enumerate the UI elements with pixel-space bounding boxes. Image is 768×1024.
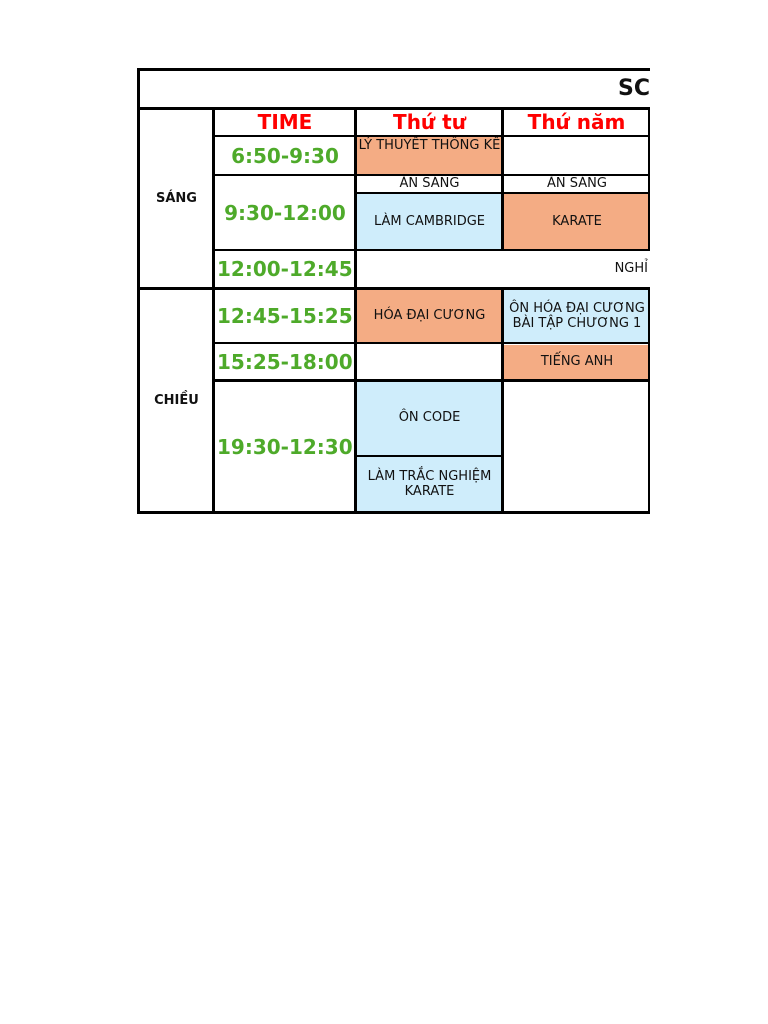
cell-statistics-theory-text: LÝ THUYẾT THỐNG KÊ	[358, 138, 501, 153]
header-day-wednesday: Thứ tư	[393, 110, 466, 134]
grid-line-time-col	[354, 107, 357, 514]
cell-code-review: ÔN CODE	[357, 382, 502, 455]
cell-cambridge: LÀM CAMBRIDGE	[357, 194, 502, 250]
grid-line-thu-col-lower	[648, 287, 650, 514]
grid-line-under-header	[213, 135, 650, 137]
cell-karate: KARATE	[504, 194, 650, 250]
time-slot-1: 6:50-9:30	[231, 143, 339, 168]
grid-line-row4	[213, 342, 650, 344]
grid-line-row6-split	[355, 455, 503, 457]
cell-quiz-karate	[357, 457, 502, 512]
time-slot-6: 19:30-12:30	[217, 434, 353, 459]
time-slot-2: 9:30-12:00	[224, 200, 346, 225]
session-afternoon: CHIỀU	[154, 392, 199, 408]
cell-english: TIẾNG ANH	[504, 345, 650, 380]
grid-line-thu-col-upper	[648, 107, 650, 251]
cell-quiz-karate-line1: LÀM TRẮC NGHIỆM	[367, 468, 492, 484]
cell-thursday-slot-6	[504, 382, 650, 512]
time-slot-4: 12:45-15:25	[217, 303, 353, 328]
time-slot-5: 15:25-18:00	[217, 349, 353, 374]
grid-line-wed-col-upper	[501, 107, 504, 251]
grid-line-row1	[213, 174, 650, 176]
grid-line-session-col	[212, 107, 215, 514]
grid-line-row2	[213, 249, 650, 251]
cell-thursday-slot-1	[504, 137, 650, 175]
header-time: TIME	[257, 110, 313, 134]
cell-lunch-rest-text: NGHỈ	[614, 261, 648, 277]
grid-line-left	[137, 68, 140, 514]
cell-chemistry-review-line2: BÀI TẬP CHƯƠNG 1	[512, 315, 642, 331]
header-day-thursday: Thứ năm	[527, 110, 626, 134]
cell-statistics-theory	[357, 137, 502, 175]
schedule-title-text: SC	[618, 76, 650, 102]
cell-breakfast-wednesday: ĂN SÁNG	[399, 176, 460, 192]
cell-chemistry-review	[504, 290, 650, 343]
cell-chemistry-review-line1: ÔN HÓA ĐẠI CƯƠNG	[509, 300, 645, 316]
time-slot-3: 12:00-12:45	[217, 257, 353, 281]
session-morning: SÁNG	[156, 190, 197, 206]
schedule-title	[139, 70, 650, 108]
cell-lunch-rest	[357, 251, 650, 288]
grid-line-top	[137, 68, 650, 71]
cell-quiz-karate-line2: KARATE	[404, 483, 455, 499]
grid-line-wed-col-lower	[501, 287, 504, 514]
cell-general-chemistry: HÓA ĐẠI CƯƠNG	[357, 290, 502, 343]
cell-wednesday-slot-5	[357, 344, 502, 380]
cell-breakfast-thursday: ĂN SÁNG	[547, 176, 607, 192]
grid-line-row5	[213, 379, 650, 382]
